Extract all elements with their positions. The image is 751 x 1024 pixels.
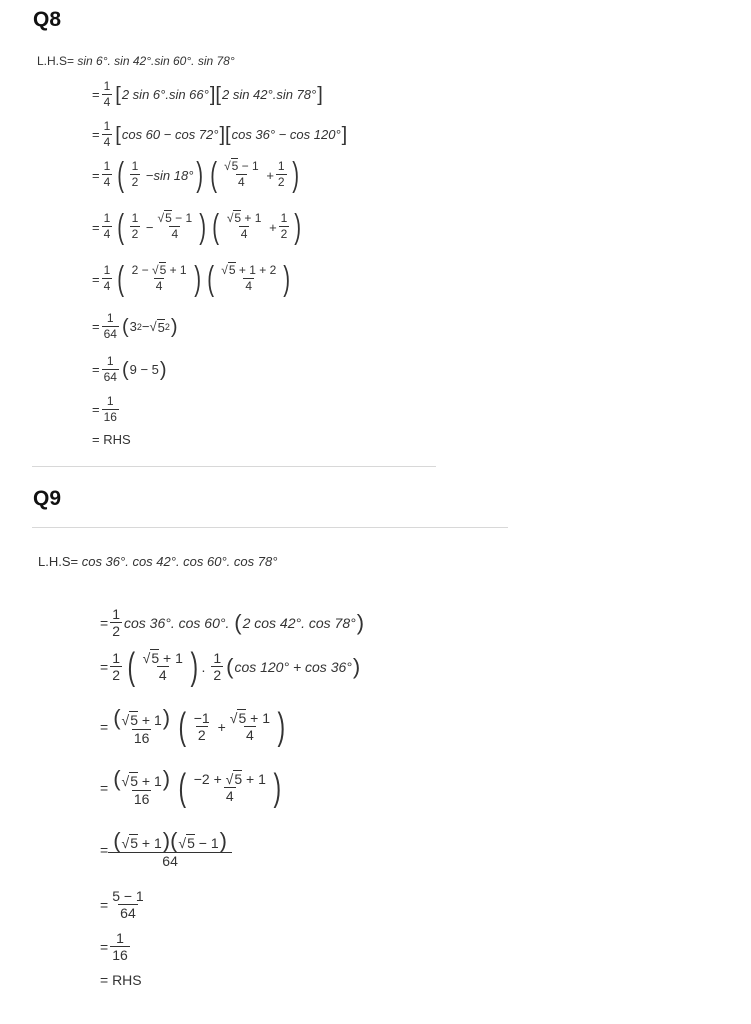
q8-step: = RHS — [92, 432, 131, 447]
q9-step: = RHS — [100, 972, 142, 988]
q8-lhs: L.H.S= sin 6°. sin 42°.sin 60°. sin 78° — [37, 54, 235, 68]
q8-heading: Q8 — [33, 8, 62, 31]
q9-divider — [32, 527, 508, 528]
q8-divider — [32, 466, 436, 467]
q8-step: = $\frac{1}{4}$ [ 2 sin 6°.sin 66° ][ 2 sin 42°.sin 78° ] — [92, 79, 323, 109]
q9-step: = $\frac{(√5 + 1)}{16}$ ( $\frac{-2 + √5 + 1}{4}$ ) — [100, 766, 282, 809]
q9-step: = $\frac{1}{2}$ cos 36°. cos 60°. ( 2 cos 42°. cos 78° ) — [100, 606, 365, 640]
q9-step: = $\frac{1}{2}$ ( $\frac{√5 + 1}{4}$ ) . $\frac{1}{2}$ ( cos 120° + cos 36° ) — [100, 646, 361, 688]
q8-step: = $\frac{1}{16}$ — [92, 394, 117, 424]
q9-heading: Q9 — [33, 487, 62, 510]
q9-step: = $\frac{5 - 1}{64}$ — [100, 888, 144, 922]
q8-step: = $\frac{1}{64}$ ( 9 − 5 ) — [92, 354, 167, 384]
q9-step: = $\frac{(√5 + 1)}{16}$ ( $\frac{-1}{2}$ + $\frac{√5 + 1}{4}$ ) — [100, 705, 286, 748]
q8-step: = $\frac{1}{4}$ ( $\frac{1}{2}$ − $\frac{√5 - 1}{4}$ ) ( $\frac{√5 + 1}{4}$ + $\frac{1}{2}$ ) — [92, 208, 302, 246]
q8-step: = $\frac{1}{4}$ [ cos 60 − cos 72° ][ cos 36° − cos 120° ] — [92, 119, 348, 149]
q9-step: = $\frac{1}{16}$ — [100, 930, 128, 964]
q8-step: = $\frac{1}{4}$ ( $\frac{2 - √5 + 1}{4}$ ) ( $\frac{√5 + 1 + 2}{4}$ ) — [92, 260, 291, 298]
q8-step: = $\frac{1}{64}$ ( 3 2 − √ 5 2 ) — [92, 311, 178, 341]
q9-lhs: L.H.S= cos 36°. cos 42°. cos 60°. cos 78° — [38, 554, 278, 569]
q8-step: = $\frac{1}{4}$ ( $\frac{1}{2}$ − sin 18° ) ( $\frac{√5 - 1}{4}$ + $\frac{1}{2}$ ) — [92, 156, 299, 194]
q9-step: = $\frac{(√5 + 1)(√5 - 1)}{64}$ — [100, 830, 232, 870]
